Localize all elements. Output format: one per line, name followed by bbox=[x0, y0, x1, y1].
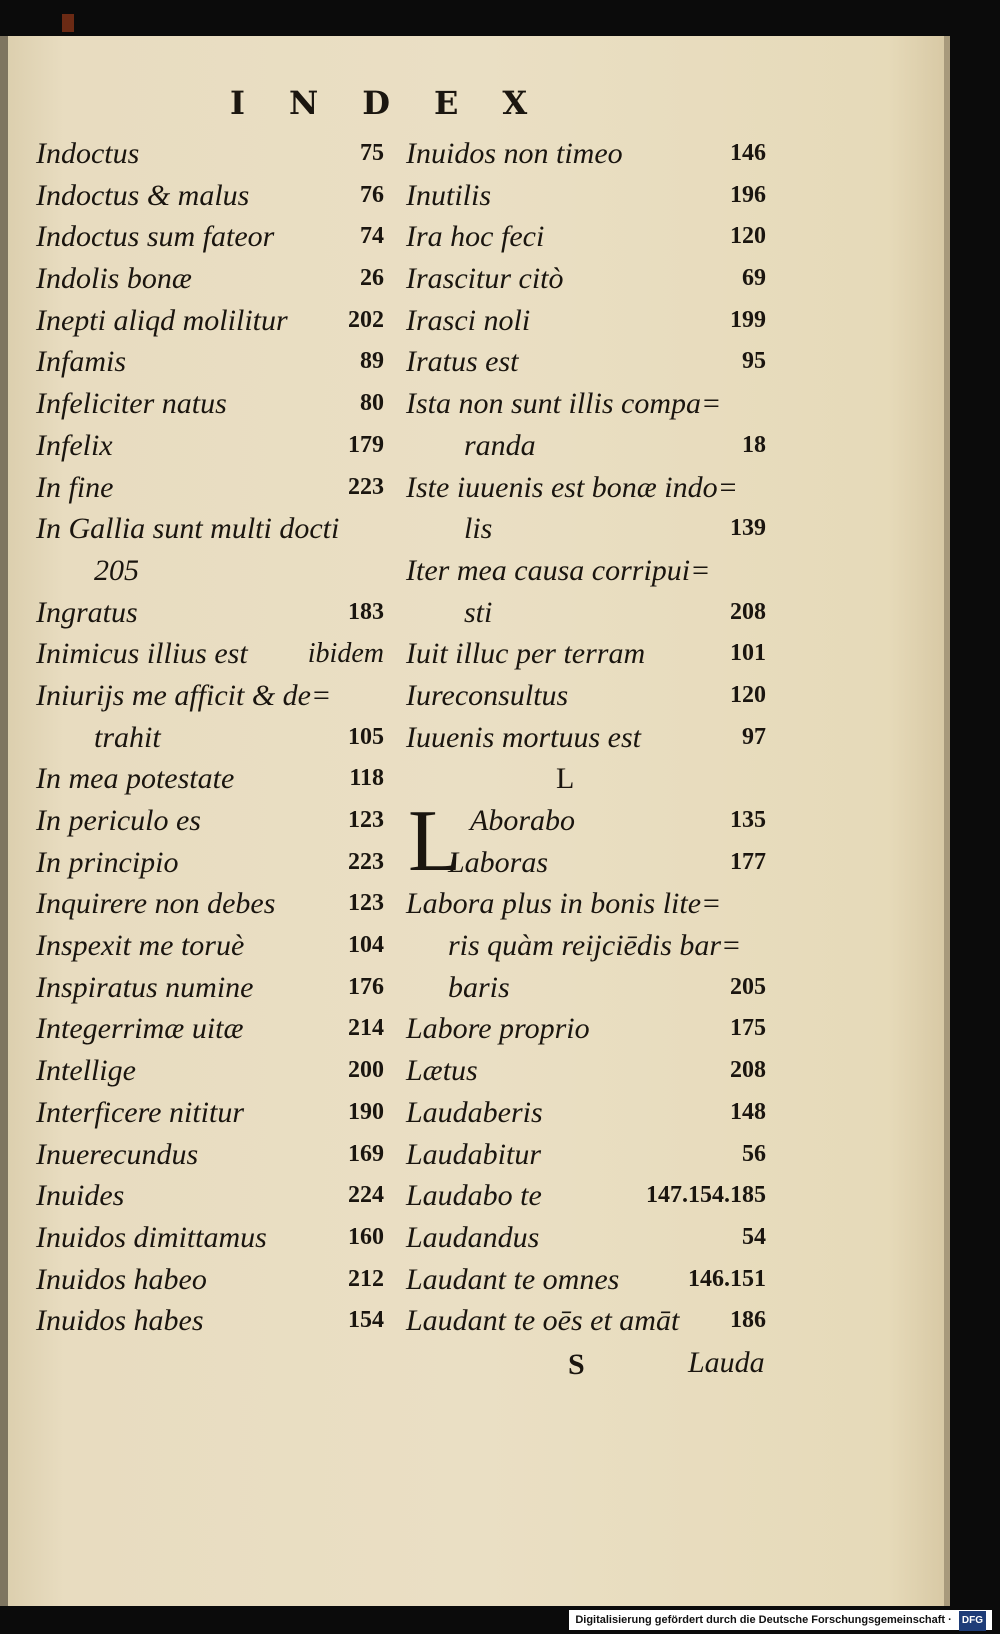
index-term: Indoctus & malus bbox=[36, 178, 250, 212]
index-term: Inspiratus numine bbox=[36, 970, 254, 1004]
index-entry bbox=[36, 633, 384, 675]
index-term: Iureconsultus bbox=[406, 678, 569, 712]
index-column-left bbox=[36, 133, 384, 1342]
index-page-ref: 76 bbox=[360, 181, 384, 208]
index-page-ref: 146.151 bbox=[688, 1265, 766, 1292]
index-page-ref: 123 bbox=[348, 890, 384, 917]
index-page-ref: 97 bbox=[742, 723, 766, 750]
index-column-right bbox=[406, 133, 766, 1342]
index-term: Iter mea causa corripui= bbox=[406, 553, 711, 587]
index-term: Laudabo te bbox=[406, 1179, 542, 1213]
index-entry bbox=[406, 258, 766, 300]
index-entry bbox=[406, 925, 766, 967]
index-term: Inimicus illius est bbox=[36, 637, 248, 671]
index-term: Iratus est bbox=[406, 345, 519, 379]
index-term: In periculo es bbox=[36, 804, 201, 837]
index-entry bbox=[406, 1134, 766, 1176]
index-term: trahit bbox=[94, 720, 161, 754]
index-page-ref: 190 bbox=[348, 1098, 384, 1125]
index-term: Infelix bbox=[36, 428, 113, 462]
index-term: Infeliciter natus bbox=[36, 387, 227, 421]
index-page-ref: 183 bbox=[348, 598, 384, 625]
index-term: Inuides bbox=[36, 1179, 125, 1213]
index-page-ref: 160 bbox=[348, 1223, 384, 1250]
index-term: Lætus bbox=[406, 1054, 478, 1088]
index-page-ref: 139 bbox=[730, 515, 766, 542]
index-entry bbox=[36, 592, 384, 634]
index-page-ref: 75 bbox=[360, 140, 384, 166]
index-page-ref: 56 bbox=[742, 1140, 766, 1167]
index-term: Aborabo bbox=[470, 804, 575, 837]
drop-capital: L bbox=[408, 793, 462, 890]
index-term: ris quàm reijciēdis bar= bbox=[448, 929, 742, 963]
index-entry bbox=[36, 425, 384, 467]
digitization-credit bbox=[569, 1610, 992, 1630]
signature-mark: S bbox=[568, 1348, 585, 1381]
index-term: Ista non sunt illis compa= bbox=[406, 387, 722, 421]
index-page-ref: 74 bbox=[360, 223, 384, 250]
index-page-ref: 212 bbox=[348, 1265, 384, 1292]
catchword: Lauda bbox=[688, 1346, 765, 1379]
index-term: Inepti aliqd molilitur bbox=[36, 303, 288, 337]
index-term: In fine bbox=[36, 470, 114, 504]
index-term: Integerrimæ uitæ bbox=[36, 1012, 244, 1046]
index-entry bbox=[36, 383, 384, 425]
index-page-ref: 54 bbox=[742, 1223, 766, 1250]
index-entry bbox=[406, 467, 766, 509]
index-term: Inuidos habeo bbox=[36, 1262, 207, 1296]
index-term: Indoctus bbox=[36, 137, 140, 170]
index-entry bbox=[36, 216, 384, 258]
index-page-ref: 202 bbox=[348, 306, 384, 333]
index-page-ref: 120 bbox=[730, 223, 766, 250]
index-entry bbox=[406, 717, 766, 759]
index-term: In mea potestate bbox=[36, 762, 235, 796]
page-corner-mark bbox=[62, 14, 74, 32]
index-term: Irasci noli bbox=[406, 303, 531, 337]
index-page-ref: 147.154.185 bbox=[646, 1182, 766, 1209]
index-term: 205 bbox=[94, 553, 139, 587]
index-entry bbox=[36, 467, 384, 509]
index-term: Laudaberis bbox=[406, 1095, 543, 1129]
index-page-ref: 123 bbox=[348, 807, 384, 833]
index-entry bbox=[36, 175, 384, 217]
index-entry bbox=[406, 425, 766, 467]
index-page-ref: 208 bbox=[730, 1057, 766, 1084]
index-entry bbox=[36, 925, 384, 967]
index-page-ref: 105 bbox=[348, 723, 384, 750]
index-entry bbox=[36, 1175, 384, 1217]
index-page-ref: 69 bbox=[742, 265, 766, 292]
index-entry bbox=[406, 550, 766, 592]
index-page-ref: 146 bbox=[730, 140, 766, 166]
index-entry bbox=[406, 633, 766, 675]
index-term: Laudandus bbox=[406, 1220, 540, 1254]
dfg-logo: DFG bbox=[959, 1611, 986, 1631]
index-term: Inuidos non timeo bbox=[406, 137, 623, 170]
index-entry bbox=[406, 341, 766, 383]
index-entry bbox=[36, 550, 384, 592]
index-term: Intellige bbox=[36, 1054, 136, 1088]
index-page-ref: 200 bbox=[348, 1057, 384, 1084]
index-entry bbox=[406, 216, 766, 258]
index-term: Inspexit me toruè bbox=[36, 929, 245, 963]
index-entry bbox=[36, 258, 384, 300]
index-page-ref: 135 bbox=[730, 807, 766, 833]
index-entry bbox=[36, 675, 384, 717]
index-entry bbox=[36, 883, 384, 925]
index-page-ref: 177 bbox=[730, 848, 766, 875]
index-entry bbox=[36, 758, 384, 800]
index-entry bbox=[36, 1259, 384, 1301]
index-term: Iuit illuc per terram bbox=[406, 637, 646, 671]
index-term: Inuidos habes bbox=[36, 1304, 204, 1338]
index-term: Iuuenis mortuus est bbox=[406, 720, 641, 754]
index-page-ref: 208 bbox=[730, 598, 766, 625]
index-page-ref: 104 bbox=[348, 932, 384, 959]
index-page-ref: 176 bbox=[348, 973, 384, 1000]
index-term: Inquirere non debes bbox=[36, 887, 276, 921]
index-entry bbox=[406, 967, 766, 1009]
index-entry bbox=[36, 800, 384, 842]
index-term: Indolis bonæ bbox=[36, 262, 192, 296]
index-term: Ira hoc feci bbox=[406, 220, 545, 254]
index-term: randa bbox=[464, 428, 536, 462]
index-entry bbox=[406, 675, 766, 717]
index-entry bbox=[406, 1300, 766, 1342]
index-term: Inuidos dimittamus bbox=[36, 1220, 267, 1254]
index-page-ref: 118 bbox=[349, 765, 384, 792]
page-edge bbox=[0, 36, 8, 1606]
index-entry bbox=[406, 175, 766, 217]
index-page-ref: 214 bbox=[348, 1015, 384, 1042]
index-term: Interficere nititur bbox=[36, 1095, 245, 1129]
index-entry bbox=[36, 967, 384, 1009]
credit-text: Digitalisierung gefördert durch die Deutsche Forschungsgemeinschaft · bbox=[575, 1614, 952, 1626]
index-entry bbox=[36, 717, 384, 759]
index-entry bbox=[406, 592, 766, 634]
index-entry bbox=[406, 883, 766, 925]
index-entry bbox=[36, 842, 384, 884]
index-entry bbox=[406, 1050, 766, 1092]
index-page-ref: 186 bbox=[730, 1307, 766, 1334]
index-entry bbox=[406, 1092, 766, 1134]
index-term: Inutilis bbox=[406, 178, 492, 212]
index-term: L bbox=[556, 762, 575, 796]
index-term: baris bbox=[448, 970, 510, 1004]
index-term: Infamis bbox=[36, 345, 126, 379]
index-entry bbox=[36, 1008, 384, 1050]
index-entry bbox=[406, 1175, 766, 1217]
index-entry bbox=[36, 341, 384, 383]
index-page-ref: 199 bbox=[730, 306, 766, 333]
index-term: Irascitur citò bbox=[406, 262, 564, 296]
index-term: Laudabitur bbox=[406, 1137, 542, 1171]
index-term: Ingratus bbox=[36, 595, 138, 629]
index-page-ref: 154 bbox=[348, 1307, 384, 1334]
index-term: Iniurijs me afficit & de= bbox=[36, 678, 332, 712]
index-term: Laboras bbox=[448, 845, 549, 879]
page-title: INDEX bbox=[230, 84, 572, 122]
index-page-ref: 224 bbox=[348, 1182, 384, 1209]
index-term: Labore proprio bbox=[406, 1012, 590, 1046]
index-page-ref: 18 bbox=[742, 431, 766, 458]
index-term: Indoctus sum fateor bbox=[36, 220, 275, 254]
index-entry bbox=[406, 1217, 766, 1259]
index-term: Laudant te oēs et amāt bbox=[406, 1304, 680, 1338]
index-term: In principio bbox=[36, 845, 179, 879]
index-entry bbox=[36, 1300, 384, 1342]
index-term: Iste iuuenis est bonæ indo= bbox=[406, 470, 738, 504]
index-term: Inuerecundus bbox=[36, 1137, 199, 1171]
index-entry bbox=[36, 508, 384, 550]
index-entry bbox=[36, 133, 384, 175]
index-page-ref: 196 bbox=[730, 181, 766, 208]
index-page-ref: 148 bbox=[730, 1098, 766, 1125]
index-term: lis bbox=[464, 512, 493, 546]
index-term: sti bbox=[464, 595, 493, 629]
index-entry bbox=[36, 1134, 384, 1176]
index-page-ref: 80 bbox=[360, 390, 384, 417]
index-entry bbox=[36, 300, 384, 342]
index-entry bbox=[36, 1217, 384, 1259]
index-page-ref: 101 bbox=[730, 640, 766, 667]
index-entry bbox=[406, 300, 766, 342]
index-entry bbox=[406, 1008, 766, 1050]
index-entry bbox=[406, 842, 766, 884]
index-page-ref: 179 bbox=[348, 431, 384, 458]
index-entry bbox=[406, 1259, 766, 1301]
index-term: Labora plus in bonis lite= bbox=[406, 887, 722, 921]
index-page-ref: 175 bbox=[730, 1015, 766, 1042]
index-entry bbox=[36, 1050, 384, 1092]
index-page-ref: ibidem bbox=[307, 638, 384, 670]
index-entry bbox=[406, 383, 766, 425]
index-term: Laudant te omnes bbox=[406, 1262, 620, 1296]
index-page-ref: 223 bbox=[348, 473, 384, 500]
index-entry bbox=[406, 133, 766, 175]
index-page-ref: 89 bbox=[360, 348, 384, 375]
index-entry bbox=[36, 1092, 384, 1134]
index-entry bbox=[406, 508, 766, 550]
index-page-ref: 223 bbox=[348, 848, 384, 875]
index-page-ref: 95 bbox=[742, 348, 766, 375]
index-page-ref: 120 bbox=[730, 681, 766, 708]
index-page-ref: 169 bbox=[348, 1140, 384, 1167]
index-page-ref: 26 bbox=[360, 265, 384, 292]
index-page-ref: 205 bbox=[730, 973, 766, 1000]
index-term: In Gallia sunt multi docti bbox=[36, 512, 340, 546]
